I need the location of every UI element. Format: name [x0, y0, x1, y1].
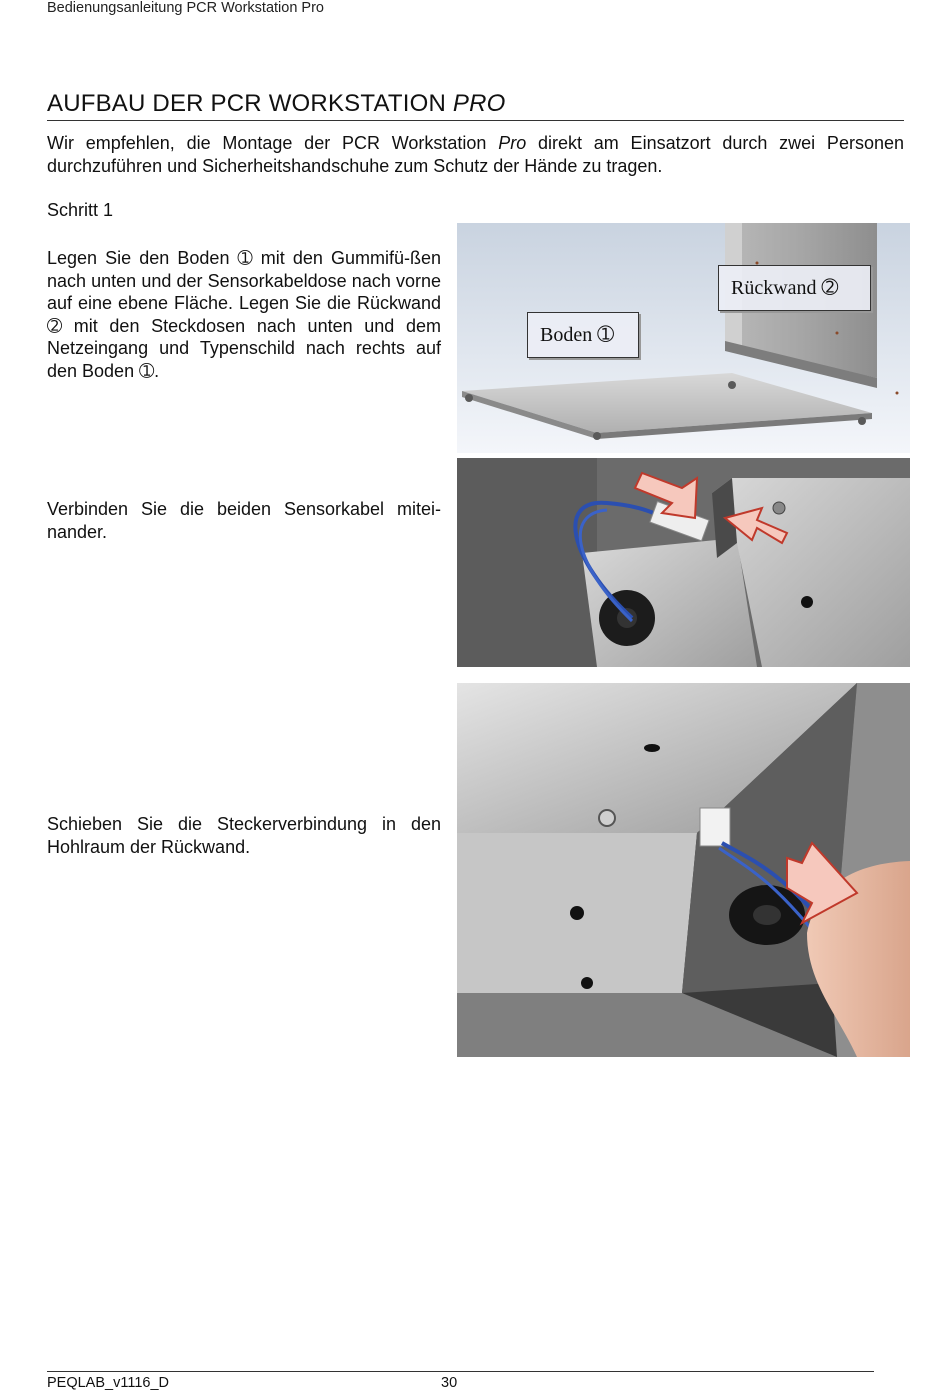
figure-insert-connector — [457, 683, 910, 1057]
intro-italic: Pro — [498, 133, 527, 153]
callout-boden: Boden ➀ — [527, 312, 639, 358]
callout-rueckwand: Rückwand ➁ — [718, 265, 871, 311]
instruction-3: Schieben Sie die Steckerverbindung in den Hohlraum der Rückwand. — [47, 814, 441, 857]
footer-rule — [47, 1371, 874, 1372]
footer-doc-id: PEQLAB_v1116_D — [47, 1375, 169, 1391]
intro-part2: direkt am Einsatzort durch zwei Personen durchzuführen und Sicherheitshandschuhe zum Schutz der Hände zu tragen. — [47, 133, 904, 176]
step-label: Schritt 1 — [47, 200, 114, 220]
figure-assembly-render — [457, 223, 910, 453]
running-header: Bedienungsanleitung PCR Workstation Pro — [47, 0, 325, 16]
page-number: 30 — [441, 1375, 458, 1391]
section-title — [47, 90, 904, 121]
intro-paragraph — [47, 132, 904, 177]
instruction-2: Verbinden Sie die beiden Sensorkabel mitei-nander. — [47, 499, 441, 542]
intro-part1: Wir empfehlen, die Montage der PCR Workstation — [47, 133, 499, 153]
figure-connect-cables — [457, 458, 910, 667]
section-title-italic: PRO — [452, 90, 506, 117]
instruction-1: Legen Sie den Boden ➀ mit den Gummifü-ßen nach unten und der Sensorkabeldose nach vorne auf eine ebene Fläche. Legen Sie die Rückwand ➁ mit den Steckdosen nach unten und dem Netzeingang und Typenschild nach rechts auf den Boden ➀. — [47, 248, 441, 381]
section-title-main: AUFBAU DER PCR WORKSTATION — [47, 90, 453, 117]
